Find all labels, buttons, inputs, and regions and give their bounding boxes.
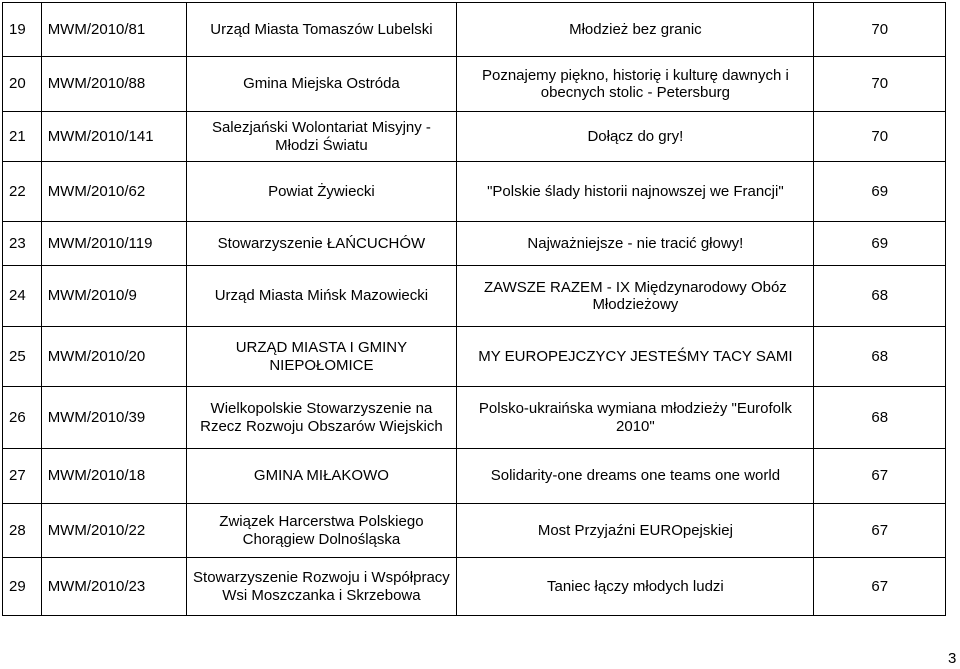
row-number: 27 — [3, 449, 42, 504]
organization-name: Wielkopolskie Stowarzyszenie na Rzecz Rozwoju Obszarów Wiejskich — [186, 387, 457, 449]
project-title: MY EUROPEJCZYCY JESTEŚMY TACY SAMI — [457, 327, 814, 387]
score: 68 — [814, 327, 946, 387]
score: 69 — [814, 162, 946, 222]
score: 70 — [814, 3, 946, 57]
project-title — [457, 112, 814, 162]
organization-name: Salezjański Wolontariat Misyjny - Młodzi Światu — [186, 112, 457, 162]
table-row — [3, 387, 946, 449]
score: 70 — [814, 57, 946, 112]
grants-table — [2, 2, 946, 616]
organization-name: GMINA MIŁAKOWO — [186, 449, 457, 504]
score: 68 — [814, 387, 946, 449]
table-row — [3, 558, 946, 616]
table-row — [3, 504, 946, 558]
application-code: MWM/2010/18 — [41, 449, 186, 504]
application-code: MWM/2010/9 — [41, 266, 186, 327]
organization-name: Urząd Miasta Mińsk Mazowiecki — [186, 266, 457, 327]
organization-name: Stowarzyszenie Rozwoju i Współpracy Wsi Moszczanka i Skrzebowa — [186, 558, 457, 616]
table-row — [3, 327, 946, 387]
project-title-text: Dołącz do gry! — [587, 127, 684, 145]
row-number: 24 — [3, 266, 42, 327]
project-title: Poznajemy piękno, historię i kulturę dawnych i obecnych stolic - Petersburg — [457, 57, 814, 112]
application-code: MWM/2010/88 — [41, 57, 186, 112]
project-title: ZAWSZE RAZEM - IX Międzynarodowy Obóz Młodzieżowy — [457, 266, 814, 327]
row-number: 21 — [3, 112, 42, 162]
organization-name: Gmina Miejska Ostróda — [186, 57, 457, 112]
table-row — [3, 162, 946, 222]
row-number: 22 — [3, 162, 42, 222]
organization-name: URZĄD MIASTA I GMINY NIEPOŁOMICE — [186, 327, 457, 387]
row-number: 26 — [3, 387, 42, 449]
table-row — [3, 112, 946, 162]
row-number: 29 — [3, 558, 42, 616]
table-row — [3, 3, 946, 57]
page-number: 3 — [948, 650, 957, 667]
row-number: 23 — [3, 222, 42, 266]
application-code: MWM/2010/81 — [41, 3, 186, 57]
row-number: 19 — [3, 3, 42, 57]
application-code: MWM/2010/62 — [41, 162, 186, 222]
application-code: MWM/2010/119 — [41, 222, 186, 266]
table-row — [3, 449, 946, 504]
organization-name: Powiat Żywiecki — [186, 162, 457, 222]
organization-name: Stowarzyszenie ŁAŃCUCHÓW — [186, 222, 457, 266]
score: 68 — [814, 266, 946, 327]
organization-name: Związek Harcerstwa Polskiego Chorągiew Dolnośląska — [186, 504, 457, 558]
organization-name: Urząd Miasta Tomaszów Lubelski — [186, 3, 457, 57]
application-code: MWM/2010/23 — [41, 558, 186, 616]
row-number: 20 — [3, 57, 42, 112]
row-number: 28 — [3, 504, 42, 558]
project-title: Most Przyjaźni EUROpejskiej — [457, 504, 814, 558]
application-code: MWM/2010/22 — [41, 504, 186, 558]
project-title: Taniec łączy młodych ludzi — [457, 558, 814, 616]
score: 67 — [814, 449, 946, 504]
application-code: MWM/2010/39 — [41, 387, 186, 449]
project-title: Młodzież bez granic — [457, 3, 814, 57]
project-title: Solidarity-one dreams one teams one world — [457, 449, 814, 504]
grants-table-body — [3, 3, 946, 616]
score: 69 — [814, 222, 946, 266]
score: 67 — [814, 504, 946, 558]
application-code: MWM/2010/20 — [41, 327, 186, 387]
table-row — [3, 266, 946, 327]
project-title: Najważniejsze - nie tracić głowy! — [457, 222, 814, 266]
score: 70 — [814, 112, 946, 162]
application-code: MWM/2010/141 — [41, 112, 186, 162]
project-title: Polsko-ukraińska wymiana młodzieży "Eurofolk 2010" — [457, 387, 814, 449]
table-row — [3, 222, 946, 266]
table-row — [3, 57, 946, 112]
score: 67 — [814, 558, 946, 616]
row-number: 25 — [3, 327, 42, 387]
project-title: "Polskie ślady historii najnowszej we Francji" — [457, 162, 814, 222]
